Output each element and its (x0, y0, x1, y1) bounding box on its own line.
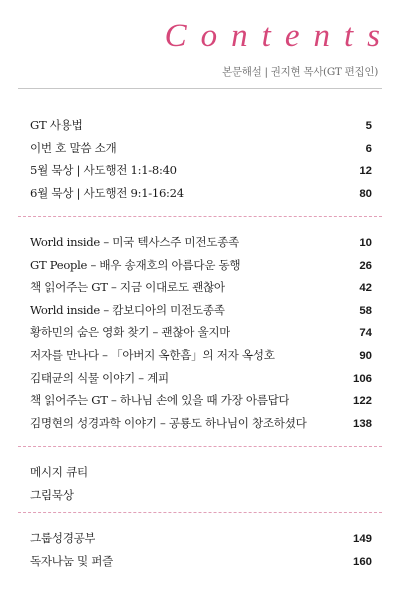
toc-entry[interactable] (18, 367, 382, 390)
toc-section-extra (18, 512, 382, 572)
toc-entry[interactable] (18, 389, 382, 412)
toc-entry[interactable] (18, 231, 382, 254)
toc-entry[interactable] (18, 299, 382, 322)
toc-entry-title: GT 사용법 (30, 118, 83, 132)
toc-entry[interactable] (18, 344, 382, 367)
toc-entry-title: 책 읽어주는 GT – 하나님 손에 있을 때 가장 아름답다 (30, 393, 290, 408)
toc-entry-page: 106 (352, 372, 372, 385)
toc-entry-title: 김태균의 식물 이야기 – 계피 (30, 370, 169, 385)
toc-entry-title: World inside – 미국 텍사스주 미전도종족 (30, 235, 239, 249)
toc-entry[interactable] (18, 159, 382, 182)
toc-entry-page: 122 (352, 395, 372, 408)
toc-entry-title: 김명현의 성경과학 이야기 – 공룡도 하나님이 창조하셨다 (30, 415, 307, 430)
toc-entry-title: 이번 호 말씀 소개 (30, 140, 117, 155)
toc-entry-title: 독자나눔 및 퍼즐 (30, 553, 114, 568)
toc-entry-page: 138 (352, 417, 372, 430)
toc-entry-page: 5 (365, 120, 372, 132)
toc-entry-title: 그룹성경공부 (30, 531, 96, 545)
page-subtitle: 본문해설 | 권지현 목사(GT 편집인) (222, 66, 378, 78)
toc-entry[interactable] (18, 321, 382, 344)
toc-entry-page: 80 (359, 187, 372, 200)
toc-entry[interactable] (18, 527, 382, 550)
toc-entry-title: 그림묵상 (30, 487, 74, 502)
toc-entry[interactable] (18, 114, 382, 137)
toc-entry-page: 12 (359, 165, 372, 178)
toc-entry-title: 메시지 큐티 (30, 465, 88, 479)
toc-entry-title: 황하민의 숨은 영화 찾기 – 괜찮아 울지마 (30, 325, 231, 340)
toc-entry[interactable] (18, 182, 382, 205)
toc-entry[interactable] (18, 461, 382, 484)
toc-entry[interactable] (18, 276, 382, 299)
page-title: Contents (164, 18, 394, 54)
toc-entry-page: 74 (359, 327, 372, 340)
toc-entry-page: 58 (359, 304, 372, 317)
toc-entry-page: 149 (352, 533, 372, 545)
toc-entry-title: 저자를 만나다 – 「아버지 옥한흠」의 저자 옥성호 (30, 347, 275, 362)
toc-entry-page: 90 (359, 349, 372, 362)
toc-entry-page: 160 (352, 555, 372, 568)
toc-entry-title: GT People – 배우 송재호의 아름다운 동행 (30, 257, 241, 272)
toc-section-main (18, 114, 382, 204)
header-divider (18, 88, 382, 89)
toc-entry-page: 26 (359, 259, 372, 272)
toc-entry[interactable] (18, 412, 382, 435)
toc-entry-title: 5월 묵상 | 사도행전 1:1-8:40 (30, 163, 177, 178)
toc-entry-page: 42 (359, 282, 372, 295)
toc-entry-title: 책 읽어주는 GT – 지금 이대로도 괜찮아 (30, 280, 225, 295)
toc-entry-page: 6 (365, 142, 372, 155)
toc-entry[interactable] (18, 254, 382, 277)
toc-section-features (18, 216, 382, 434)
toc-entry-page: 10 (359, 237, 372, 249)
toc-entry-title: World inside – 캄보디아의 미전도종족 (30, 302, 225, 317)
toc-entry[interactable] (18, 137, 382, 160)
toc-section-qt (18, 446, 382, 506)
toc-entry[interactable] (18, 550, 382, 573)
toc-entry[interactable] (18, 484, 382, 507)
toc-entry-title: 6월 묵상 | 사도행전 9:1-16:24 (30, 185, 184, 200)
